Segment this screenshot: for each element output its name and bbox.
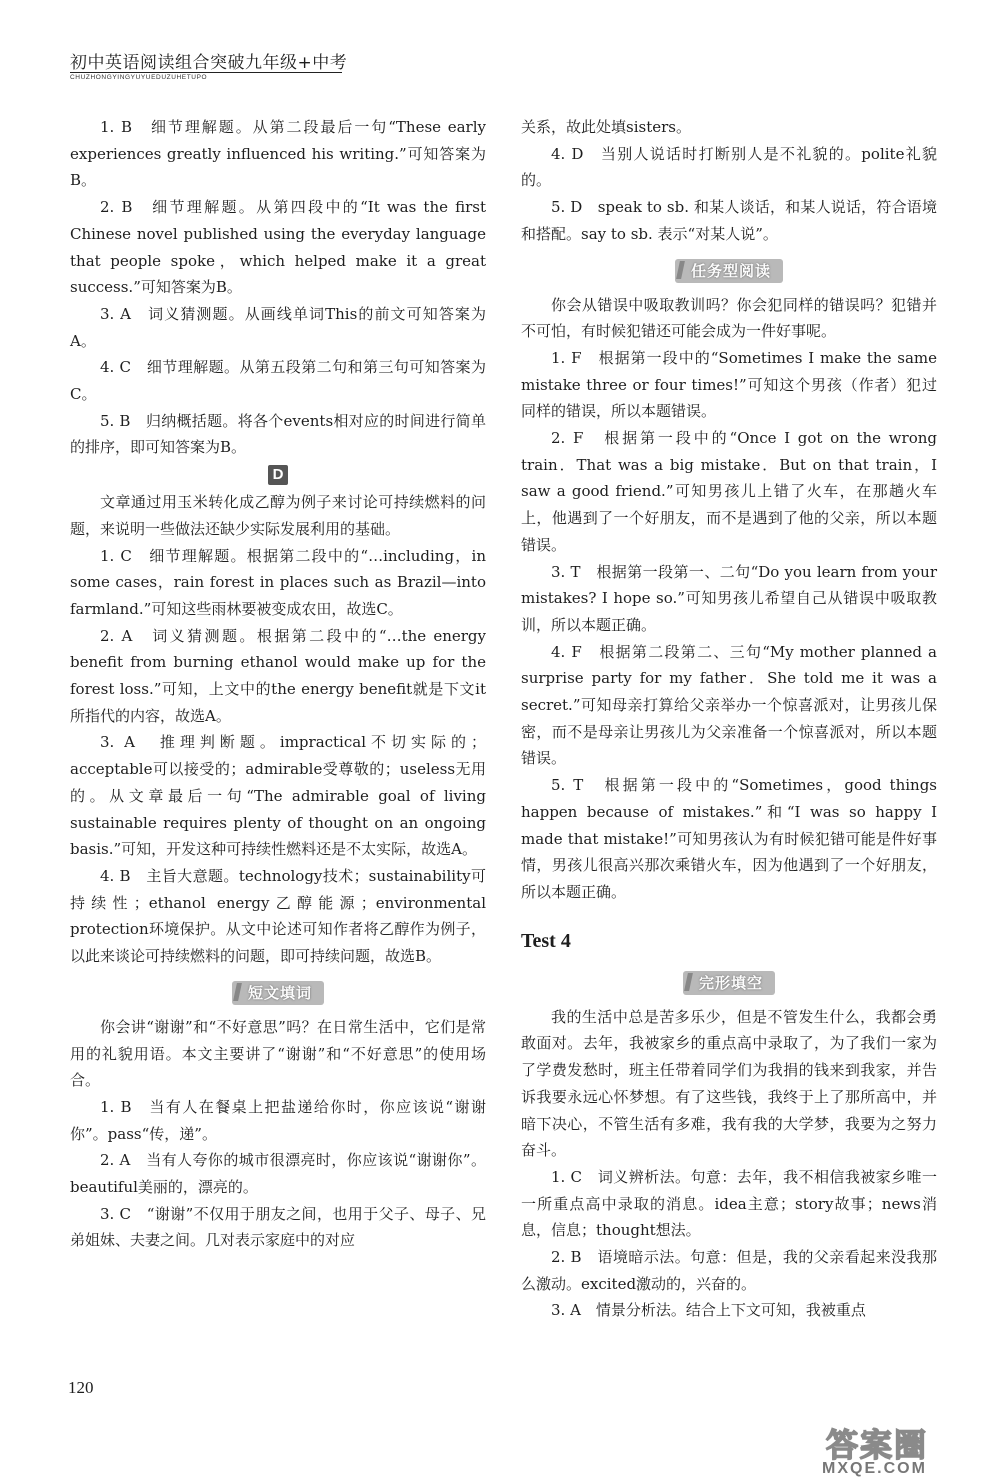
answer-item: 4. C 细节理解题。从第五段第二句和第三句可知答案为C。	[70, 358, 486, 404]
banner-label: 完形填空	[683, 971, 775, 995]
answer-item: 5. D speak to sb. 和某人谈话，和某人说话，符合语境和搭配。say to sb. 表示“对某人说”。	[521, 198, 937, 243]
answer-item: 3. A 推理判断题。impractical不切实际的；acceptable可以接受的；admirable受尊敬的；useless无用的。从文章最后一句“The admirable goal of living sustainable requires plenty of thought on an ongoing basis.”可知，开发这种可持续性燃料还是不太实际，故选A。	[70, 733, 486, 859]
series-title: 初中英语阅读组合突破	[70, 53, 245, 73]
watermark-logo	[822, 1418, 972, 1477]
answer-item: 1. C 细节理解题。根据第二段中的“…including，in some cases，rain forest in places such as Brazil—into farmland.”可知这些雨林要被变成农田，故选C。	[70, 546, 486, 618]
answer-item: 2. B 细节理解题。从第四段中的“It was the first Chinese novel published using the everyday language that people spoke，which helped make it a great success.”可知答案为B。	[70, 198, 486, 297]
section-intro: 你会讲“谢谢”和“不好意思”吗？在日常生活中，它们是常用的礼貌用语。本文主要讲了“谢谢”和“不好意思”的使用场合。	[70, 1017, 486, 1090]
banner-label: 任务型阅读	[675, 259, 783, 283]
section-d-letter: D	[268, 465, 288, 485]
watermark-logo-text: 答案圈	[826, 1426, 929, 1464]
answer-item: 3. A 情景分析法。结合上下文可知，我被重点	[551, 1301, 866, 1320]
section-banner-cloze	[521, 960, 937, 1004]
running-header	[70, 48, 347, 81]
section-banner-task-reading	[521, 248, 937, 292]
answer-item: 1. B 当有人在餐桌上把盐递给你时，你应该说“谢谢你”。pass“传，递”。	[70, 1097, 486, 1143]
section-intro: 我的生活中总是苦多乐少，但是不管发生什么，我都会勇敢面对。去年，我被家乡的重点高中录取了，为了我们一家为了学费发愁时，班主任带着同学们为我捐的钱来到我家，并告诉我要永远心怀梦想。有了这些钱，我终于上了那所高中，并暗下决心，不管生活有多难，我有我的大学梦，我要为之努力奋斗。	[521, 1007, 937, 1160]
section-intro: 你会从错误中吸取教训吗？你会犯同样的错误吗？犯错并不可怕，有时候犯错还可能会成为一件好事呢。	[521, 295, 937, 341]
test-heading: Test 4	[521, 929, 571, 952]
answer-item: 1. B 细节理解题。从第二段最后一句“These early experiences greatly influenced his writing.”可知答案为B。	[70, 118, 486, 190]
banner-label: 短文填词	[232, 981, 324, 1005]
section-banner-short-passage	[70, 970, 486, 1014]
answer-item: 2. A 词义猜测题。根据第二段中的“…the energy benefit from burning ethanol would make up for the forest loss.”可知，上文中的the energy benefit就是下文it所指代的内容，故选A。	[70, 626, 486, 725]
book-title	[70, 48, 347, 73]
answer-item: 5. T 根据第一段中的“Sometimes，good things happen because of mistakes.”和“I was so happy I made that mistake!”可知男孩认为有时候犯错可能是件好事情，男孩儿很高兴那次乘错火车，因为他遇到了一个好朋友，所以本题正确。	[521, 776, 937, 901]
answer-item: 3. T 根据第一段第一、二句“Do you learn from your mistakes? I hope so.”可知男孩儿希望自己从错误中吸取教训，所以本题正确。	[521, 562, 937, 634]
answer-item: 2. B 语境暗示法。句意：但是，我的父亲看起来没我那么激动。excited激动的，兴奋的。	[521, 1248, 937, 1293]
left-column	[70, 114, 486, 1254]
header-rule	[70, 72, 342, 73]
answer-item: 4. D 当别人说话时打断别人是不礼貌的。polite礼貌的。	[521, 144, 937, 190]
section-intro: 文章通过用玉米转化成乙醇为例子来讨论可持续燃料的问题，来说明一些做法还缺少实际发展利用的基础。	[70, 493, 486, 538]
section-d-badge	[70, 461, 486, 489]
right-column	[521, 114, 937, 1324]
grade-label: 九年级+中考	[245, 53, 348, 73]
title-pinyin: CHUZHONGYINGYUYUEDUZUHETUPO	[70, 74, 208, 81]
answer-item: 4. F 根据第二段第二、三句“My mother planned a surprise party for my father．She told me it was a secret.”可知母亲打算给父亲举办一个惊喜派对，让男孩儿保密，而不是母亲让男孩儿为父亲准备一个惊喜派对，所以本题错误。	[521, 642, 937, 768]
answer-item: 2. A 当有人夸你的城市很漂亮时，你应该说“谢谢你”。beautiful美丽的，漂亮的。	[70, 1151, 486, 1197]
answer-item: 1. C 词义辨析法。句意：去年，我不相信我被家乡唯一一所重点高中录取的消息。idea主意；story故事；news消息，信息；thought想法。	[521, 1167, 937, 1240]
answer-item: 2. F 根据第一段中的“Once I got on the wrong train．That was a big mistake．But on that train，I saw a good friend.”可知男孩儿上错了火车，在那趟火车上，他遇到了一个好朋友，而不是遇到了他的父亲，所以本题错误。	[521, 429, 937, 554]
answer-item: 5. B 归纳概括题。将各个events相对应的时间进行简单的排序，即可知答案为B。	[70, 411, 486, 457]
answer-item: 4. B 主旨大意题。technology技术；sustainability可持续性；ethanol energy乙醇能源；environmental protection环境保护。从文中论述可知作者将乙醇作为例子，以此来谈论可持续燃料的问题，即可持续问题，故选B。	[70, 866, 486, 966]
answer-item: 3. C “谢谢”不仅用于朋友之间，也用于父子、母子、兄弟姐妹、夫妻之间。几对表示家庭中的对应	[70, 1204, 486, 1250]
answer-item: 3. A 词义猜测题。从画线单词This的前文可知答案为A。	[70, 304, 486, 350]
answer-continuation: 关系，故此处填sisters。	[521, 118, 691, 136]
answer-item: 1. F 根据第一段中的“Sometimes I make the same mistake three or four times!”可知这个男孩（作者）犯过同样的错误，所以本题错误。	[521, 348, 937, 421]
page-number: 120	[68, 1378, 94, 1397]
watermark-url: MXQE.COM	[822, 1460, 927, 1477]
